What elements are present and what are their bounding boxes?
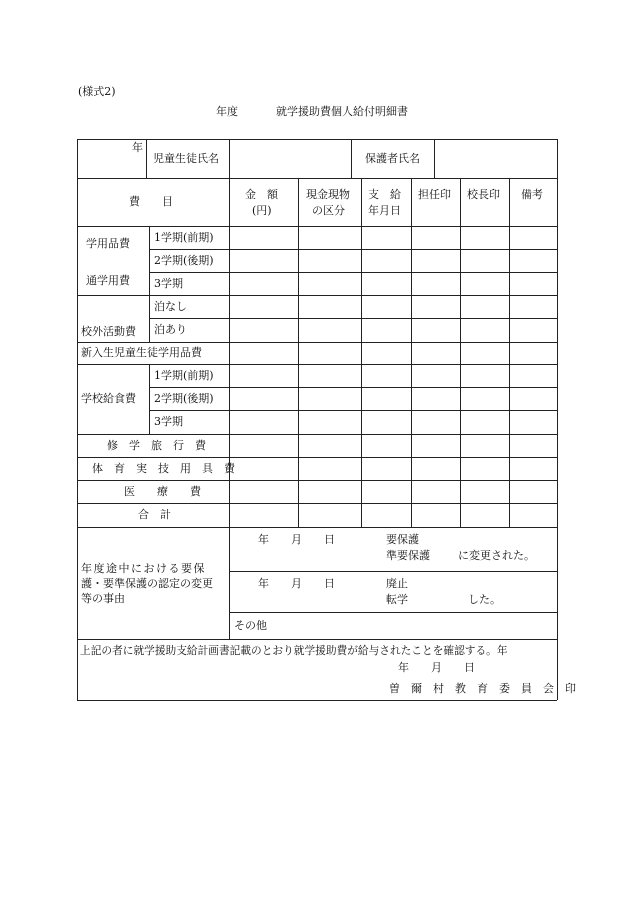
col-cash-kind-2: の区分 xyxy=(312,204,345,217)
row-tomari-ari: 泊あり xyxy=(154,323,187,336)
row-tomari-nashi: 泊なし xyxy=(154,300,187,313)
confirm-seal-line: 曽 爾 村 教 育 委 員 会 印 xyxy=(389,682,576,695)
change-haishi: 廃止 xyxy=(386,577,408,590)
col-principal-seal: 校長印 xyxy=(467,188,500,201)
page-title: 就学援助費個人給付明細書 xyxy=(276,105,408,118)
year-char: 年 xyxy=(132,141,143,154)
col-pay-date: 支 給 xyxy=(368,188,401,201)
col-himoku: 費 目 xyxy=(129,195,173,208)
col-pay-date-2: 年月日 xyxy=(368,204,401,217)
row-gakuyo-label: 学用品費 xyxy=(86,237,130,250)
row-k-term1: 1学期(前期) xyxy=(154,369,214,382)
confirm-date: 年 月 日 xyxy=(398,661,475,674)
guardian-name-label: 保護者氏名 xyxy=(365,152,420,165)
form-number: (様式2) xyxy=(78,85,116,98)
row-k-term2: 2学期(後期) xyxy=(154,392,214,405)
row-shugaku: 修 学 旅 行 費 xyxy=(107,439,206,452)
col-amount: 金 額 xyxy=(245,188,278,201)
change-date-2: 年 月 日 xyxy=(258,577,335,590)
change-reason-1: 年度途中における要保 xyxy=(81,562,206,575)
confirm-text: 上記の者に就学援助支給計画書記載のとおり就学援助費が給与されたことを確認する。年 xyxy=(80,644,508,657)
col-remarks: 備考 xyxy=(521,188,543,201)
row-iryo: 医 療 費 xyxy=(124,485,201,498)
row-shinnyu: 新入生児童生徒学用品費 xyxy=(81,346,202,359)
change-shita: した。 xyxy=(468,593,501,606)
change-reason-2: 護・要準保護の認定の変更 xyxy=(81,577,213,590)
row-gokei: 合 計 xyxy=(138,508,171,521)
change-other: その他 xyxy=(234,619,267,632)
change-junyohogo: 準要保護 xyxy=(386,549,430,562)
change-tengaku: 転学 xyxy=(386,593,408,606)
row-term1: 1学期(前期) xyxy=(154,231,214,244)
change-yohogo: 要保護 xyxy=(386,533,419,546)
row-kogai-label: 校外活動費 xyxy=(81,325,136,338)
row-taiiku: 体 育 実 技 用 具 費 xyxy=(92,462,235,475)
col-amount-unit: (円) xyxy=(252,204,272,217)
change-reason-3: 等の事由 xyxy=(81,592,125,605)
row-term3: 3学期 xyxy=(154,277,183,290)
col-cash-kind: 現金現物 xyxy=(306,188,350,201)
title-nendo: 年度 xyxy=(216,105,238,118)
col-teacher-seal: 担任印 xyxy=(418,188,451,201)
student-name-label: 児童生徒氏名 xyxy=(153,152,219,165)
row-tsugaku-label: 通学用費 xyxy=(86,274,130,287)
row-term2: 2学期(後期) xyxy=(154,254,214,267)
change-date-1: 年 月 日 xyxy=(258,533,335,546)
row-kyushoku-label: 学校給食費 xyxy=(81,392,136,405)
row-k-term3: 3学期 xyxy=(154,415,183,428)
change-henko: に変更された。 xyxy=(458,549,535,562)
